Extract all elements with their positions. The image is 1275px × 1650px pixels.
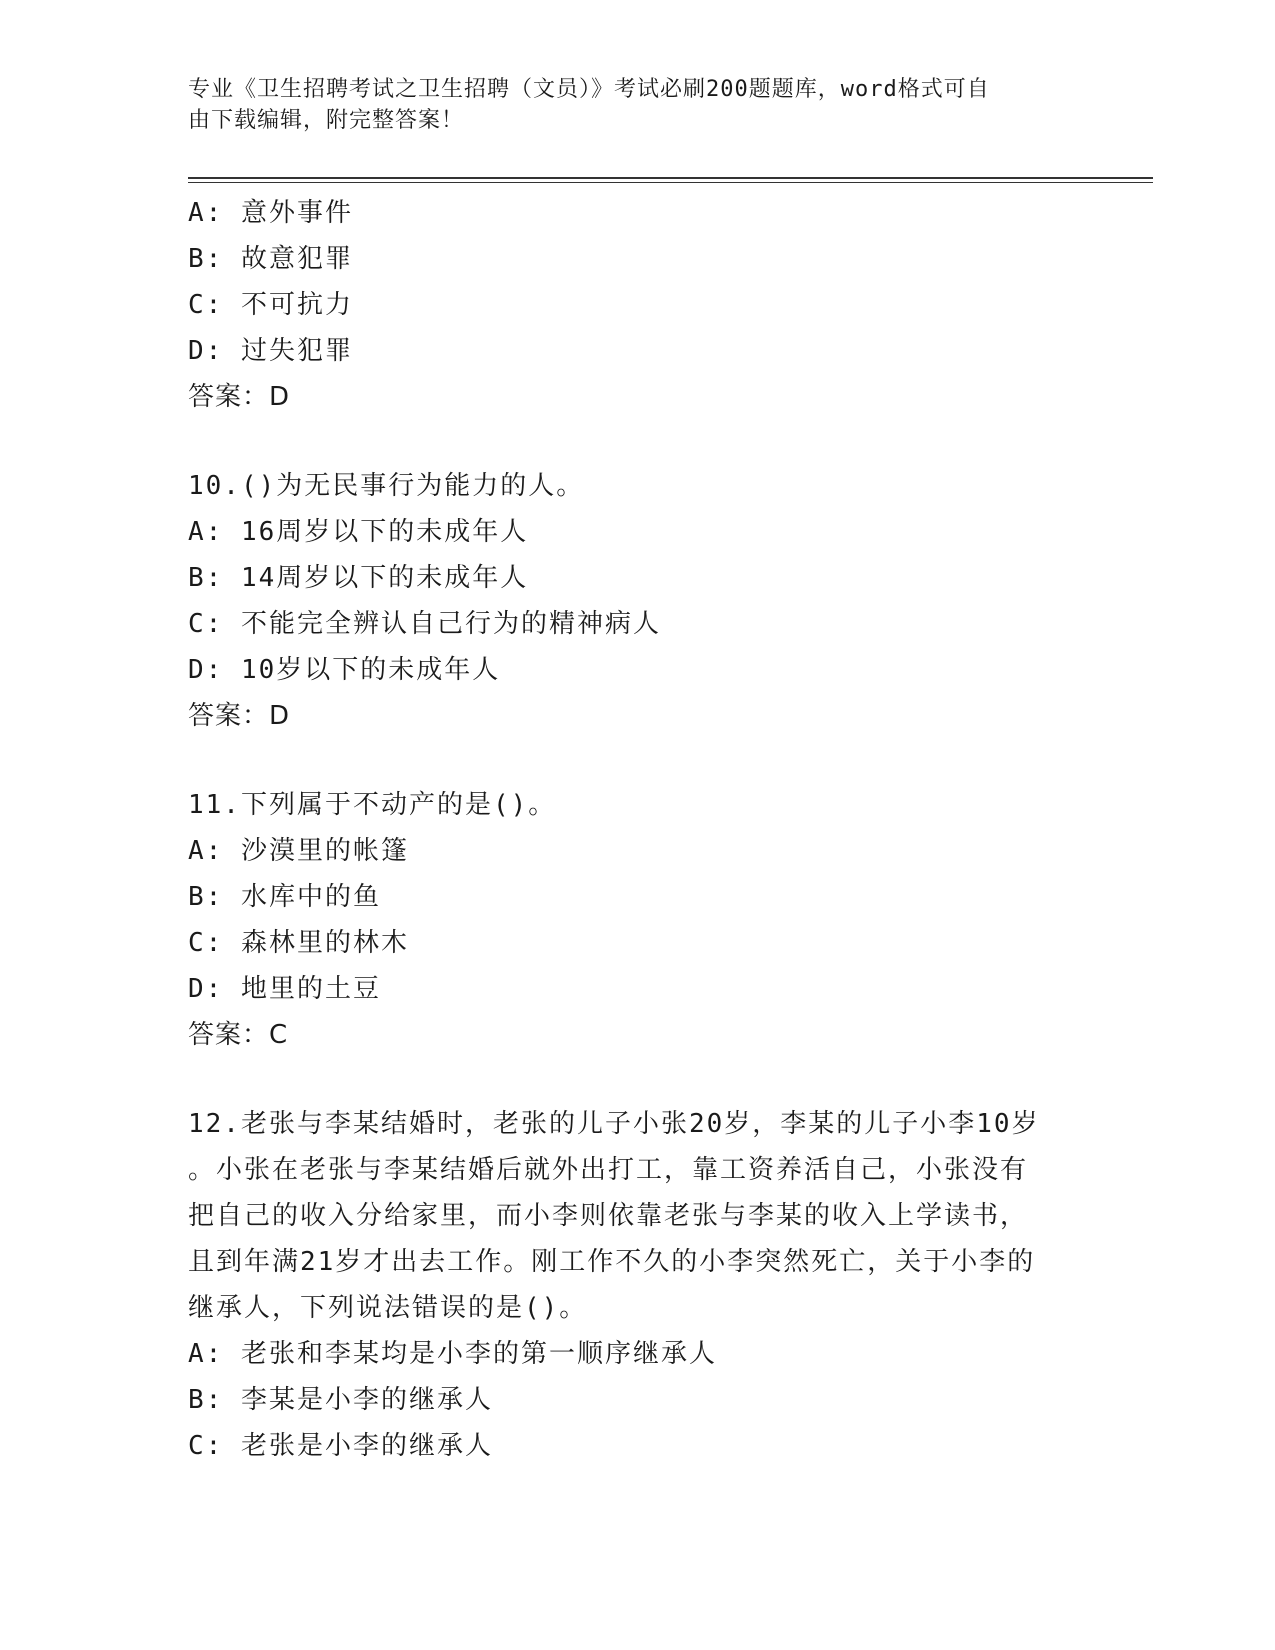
option-a: A: 意外事件 xyxy=(188,198,353,228)
stem-line: 。小张在老张与李某结婚后就外出打工，靠工资养活自己，小张没有 xyxy=(188,1155,1029,1185)
question-list xyxy=(188,190,1088,1469)
question-block-9 xyxy=(188,190,1088,420)
option-b: B: 水库中的鱼 xyxy=(188,882,381,912)
header-title-line-1: 专业《卫生招聘考试之卫生招聘（文员）》考试必刷200题题库，word格式可自 xyxy=(188,77,990,102)
option-a: A: 沙漠里的帐篷 xyxy=(188,836,409,866)
header-title-line-2: 由下载编辑，附完整答案！ xyxy=(188,108,465,133)
option-a: A: 老张和李某均是小李的第一顺序继承人 xyxy=(188,1339,717,1369)
question-stem: 10.()为无民事行为能力的人。 xyxy=(188,471,585,501)
document-header xyxy=(188,74,1088,136)
option-b: B: 李某是小李的继承人 xyxy=(188,1385,493,1415)
option-c: C: 不可抗力 xyxy=(188,290,353,320)
stem-line: 把自己的收入分给家里，而小李则依靠老张与李某的收入上学读书， xyxy=(188,1201,1029,1231)
option-d: D: 10岁以下的未成年人 xyxy=(188,655,501,685)
option-d: D: 地里的土豆 xyxy=(188,974,381,1004)
answer: 答案：C xyxy=(188,1020,289,1050)
option-b: B: 故意犯罪 xyxy=(188,244,353,274)
question-stem: 11.下列属于不动产的是()。 xyxy=(188,790,557,820)
answer: 答案：D xyxy=(188,701,291,731)
question-stem xyxy=(188,1101,1088,1331)
question-block-12 xyxy=(188,1101,1088,1469)
option-c: C: 老张是小李的继承人 xyxy=(188,1431,493,1461)
stem-line: 12.老张与李某结婚时，老张的儿子小张20岁，李某的儿子小李10岁 xyxy=(188,1109,1040,1139)
option-c: C: 森林里的林木 xyxy=(188,928,409,958)
option-c: C: 不能完全辨认自己行为的精神病人 xyxy=(188,609,661,639)
option-d: D: 过失犯罪 xyxy=(188,336,353,366)
answer: 答案：D xyxy=(188,382,291,412)
header-rule-thin xyxy=(188,182,1153,183)
option-b: B: 14周岁以下的未成年人 xyxy=(188,563,529,593)
header-rule-thick xyxy=(188,177,1153,179)
stem-line: 且到年满21岁才出去工作。刚工作不久的小李突然死亡，关于小李的 xyxy=(188,1247,1036,1277)
question-block-11 xyxy=(188,782,1088,1058)
option-a: A: 16周岁以下的未成年人 xyxy=(188,517,529,547)
stem-line: 继承人，下列说法错误的是()。 xyxy=(188,1293,588,1323)
question-block-10 xyxy=(188,463,1088,739)
